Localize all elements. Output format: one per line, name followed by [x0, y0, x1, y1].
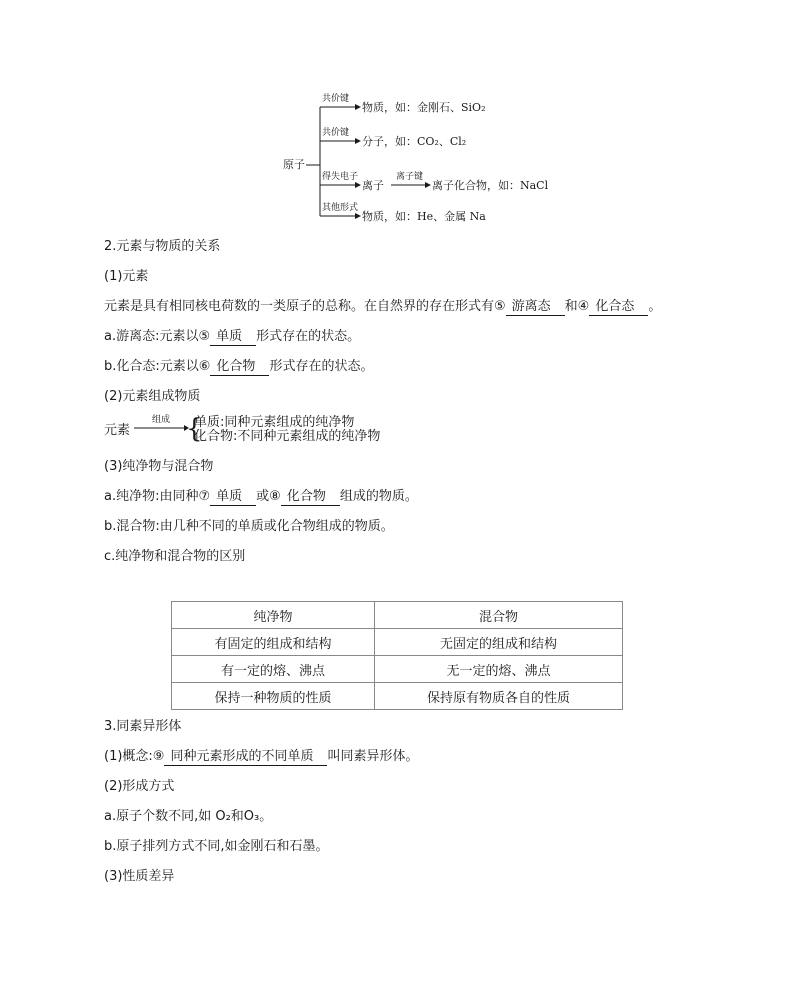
section2-sub2: (2)元素组成物质 [104, 389, 201, 404]
pure-mid: 或⑧ [256, 489, 281, 504]
free-state-after: 形式存在的状态。 [256, 329, 361, 344]
composition-arrow [134, 424, 190, 432]
definition-text: 元素是具有相同核电荷数的一类原子的总称。在自然界的存在形式有⑤ [104, 299, 506, 314]
table-row [172, 629, 623, 656]
table-cell: 无固定的组成和结构 [375, 629, 623, 656]
diagram-target-3: 离子 [362, 179, 384, 192]
blank-combined-state: 化合物 [210, 359, 269, 376]
diagram-edge-3: 得失电子 [322, 172, 359, 182]
section3-heading: 3.同素异形体 [104, 719, 182, 734]
blank-9: 同种元素形成的不同单质 [164, 749, 327, 766]
diagram-edge-3b: 离子键 [396, 172, 424, 182]
blank-4: 化合态 [589, 299, 648, 316]
diagram-edge-2: 共价键 [322, 128, 350, 138]
allotrope-concept-line [104, 748, 418, 766]
table-row [172, 683, 623, 710]
composition-compound: 化合物:不同种元素组成的纯净物 [194, 429, 381, 444]
section3-sub3: (3)性质差异 [104, 869, 175, 884]
blank-free-state: 单质 [210, 329, 256, 346]
table-cell: 保持一种物质的性质 [172, 683, 375, 710]
composition-simple: 单质:同种元素组成的纯净物 [194, 415, 355, 430]
free-state-text: a.游离态:元素以⑤ [104, 329, 211, 344]
blank-7: 单质 [210, 489, 256, 506]
table-cell: 有固定的组成和结构 [172, 629, 375, 656]
element-definition [104, 298, 661, 316]
arrangement-line: b.原子排列方式不同,如金刚石和石墨。 [104, 839, 329, 854]
atom-structure-diagram [280, 88, 549, 228]
diagram-target-2: 分子，如：CO₂、Cl₂ [362, 135, 467, 148]
diagram-root: 原子 [283, 158, 305, 171]
combined-state-line [104, 358, 373, 376]
pure-substance-line [104, 488, 418, 506]
table-row [172, 656, 623, 683]
pure-text: a.纯净物:由同种⑦ [104, 489, 211, 504]
composition-arrow-label: 组成 [152, 415, 171, 425]
combined-state-after: 形式存在的状态。 [269, 359, 374, 374]
section2-heading: 2.元素与物质的关系 [104, 239, 221, 254]
table-header-row [172, 602, 623, 629]
table-cell: 保持原有物质各自的性质 [375, 683, 623, 710]
blank-8: 化合物 [281, 489, 340, 506]
section2-sub1: (1)元素 [104, 269, 149, 284]
pure-after: 组成的物质。 [339, 489, 418, 504]
composition-bracket [104, 414, 504, 448]
diagram-edge-1: 共价键 [322, 94, 350, 104]
table-header: 纯净物 [172, 602, 375, 629]
diagram-edge-4: 其他形式 [322, 203, 359, 213]
atom-count-line: a.原子个数不同,如 O₂和O₃。 [104, 809, 273, 824]
composition-word: 元素 [104, 423, 131, 438]
section3-sub2: (2)形成方式 [104, 779, 175, 794]
free-state-line [104, 328, 360, 346]
concept-after: 叫同素异形体。 [327, 749, 419, 764]
diagram-target-3b: 离子化合物，如：NaCl [432, 179, 549, 192]
mixture-line: b.混合物:由几种不同的单质或化合物组成的物质。 [104, 519, 394, 534]
concept-text: (1)概念:⑨ [104, 749, 165, 764]
brace-icon: { [186, 414, 203, 444]
table-header: 混合物 [375, 602, 623, 629]
comparison-table [171, 601, 623, 710]
blank-5: 游离态 [506, 299, 565, 316]
diagram-target-4: 物质，如：He、金属 Na [362, 210, 486, 223]
definition-end: 。 [648, 299, 662, 314]
section2-sub3: (3)纯净物与混合物 [104, 459, 214, 474]
difference-line: c.纯净物和混合物的区别 [104, 549, 246, 564]
diagram-target-1: 物质，如：金刚石、SiO₂ [362, 101, 486, 114]
combined-state-text: b.化合态:元素以⑥ [104, 359, 211, 374]
table-cell: 无一定的熔、沸点 [375, 656, 623, 683]
definition-mid: 和④ [564, 299, 590, 314]
table-cell: 有一定的熔、沸点 [172, 656, 375, 683]
